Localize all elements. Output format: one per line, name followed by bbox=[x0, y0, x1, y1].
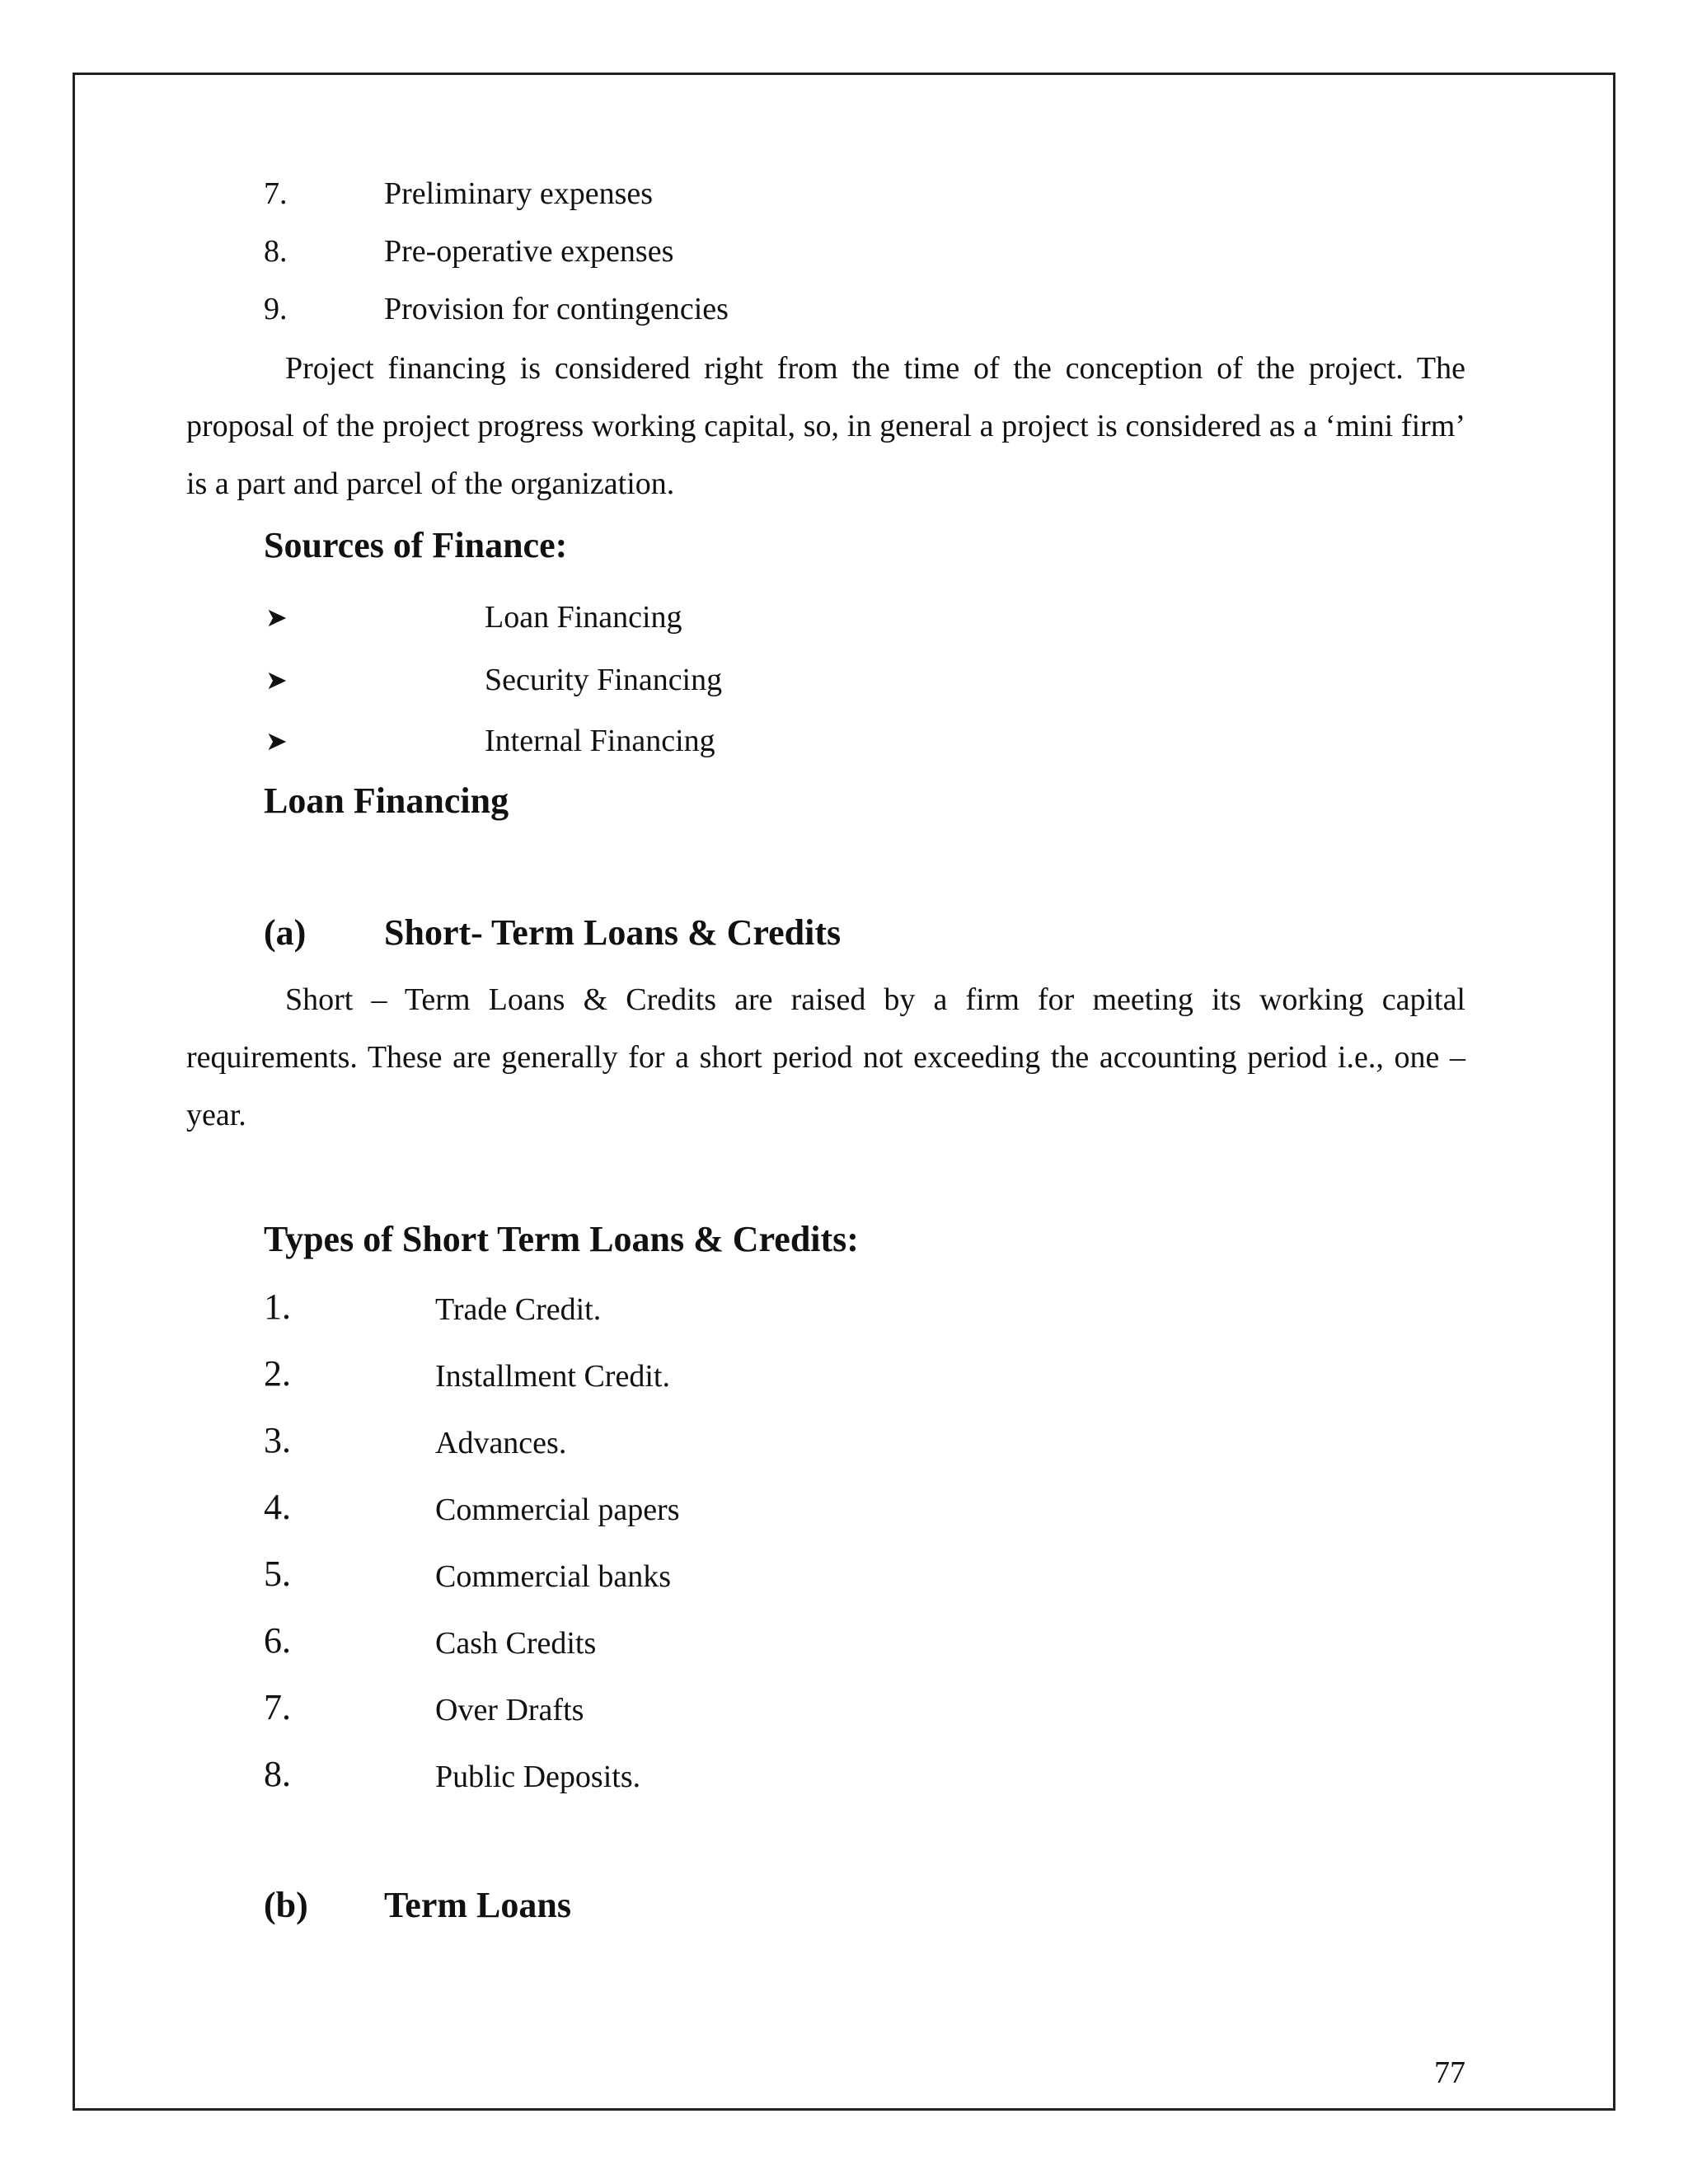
type-item: Commercial papers bbox=[435, 1493, 680, 1527]
type-number: 3. bbox=[264, 1420, 291, 1460]
type-number: 6. bbox=[264, 1620, 291, 1661]
section-a-title: Short- Term Loans & Credits bbox=[384, 912, 842, 953]
intro-paragraph: Project financing is considered right from the time of the conception of the project. The proposal of the project progress working capital, so, in general a project is considered as a ‘mini firm’ is a part and parcel of the organization. bbox=[186, 351, 1465, 501]
type-number: 8. bbox=[264, 1754, 291, 1794]
sources-heading: Sources of Finance: bbox=[264, 525, 568, 565]
type-item: Installment Credit. bbox=[435, 1359, 670, 1394]
type-item: Trade Credit. bbox=[435, 1292, 602, 1327]
type-item: Public Deposits. bbox=[435, 1760, 641, 1794]
type-item: Commercial banks bbox=[435, 1559, 671, 1594]
arrowhead-bullet-icon: ➤ bbox=[265, 725, 288, 757]
section-b-label: (b) bbox=[264, 1885, 308, 1925]
arrowhead-bullet-icon: ➤ bbox=[265, 602, 288, 633]
source-item: Internal Financing bbox=[485, 724, 715, 758]
list-item-text: Pre-operative expenses bbox=[384, 234, 674, 269]
type-item: Over Drafts bbox=[435, 1693, 584, 1727]
type-number: 2. bbox=[264, 1353, 291, 1394]
list-item-text: Provision for contingencies bbox=[384, 292, 729, 326]
type-item: Cash Credits bbox=[435, 1626, 597, 1661]
section-a-paragraph: Short – Term Loans & Credits are raised by a firm for meeting its working capital requirements. These are generally for a short period not exceeding the accounting period i.e., one – year. bbox=[186, 982, 1465, 1132]
source-item: Loan Financing bbox=[485, 600, 682, 635]
source-item: Security Financing bbox=[485, 663, 723, 697]
type-number: 7. bbox=[264, 1687, 291, 1727]
list-item-number: 7. bbox=[264, 176, 288, 211]
list-item-number: 8. bbox=[264, 234, 288, 269]
type-number: 5. bbox=[264, 1554, 291, 1594]
types-heading: Types of Short Term Loans & Credits: bbox=[264, 1219, 859, 1259]
list-item-number: 9. bbox=[264, 292, 288, 326]
section-a-label: (a) bbox=[264, 912, 307, 953]
arrowhead-bullet-icon: ➤ bbox=[265, 664, 288, 696]
loan-financing-heading: Loan Financing bbox=[264, 780, 509, 821]
type-number: 4. bbox=[264, 1487, 291, 1527]
list-item-text: Preliminary expenses bbox=[384, 176, 654, 211]
page-number: 77 bbox=[1434, 2055, 1465, 2090]
type-number: 1. bbox=[264, 1286, 291, 1327]
section-b-title: Term Loans bbox=[384, 1885, 571, 1925]
type-item: Advances. bbox=[435, 1426, 567, 1460]
